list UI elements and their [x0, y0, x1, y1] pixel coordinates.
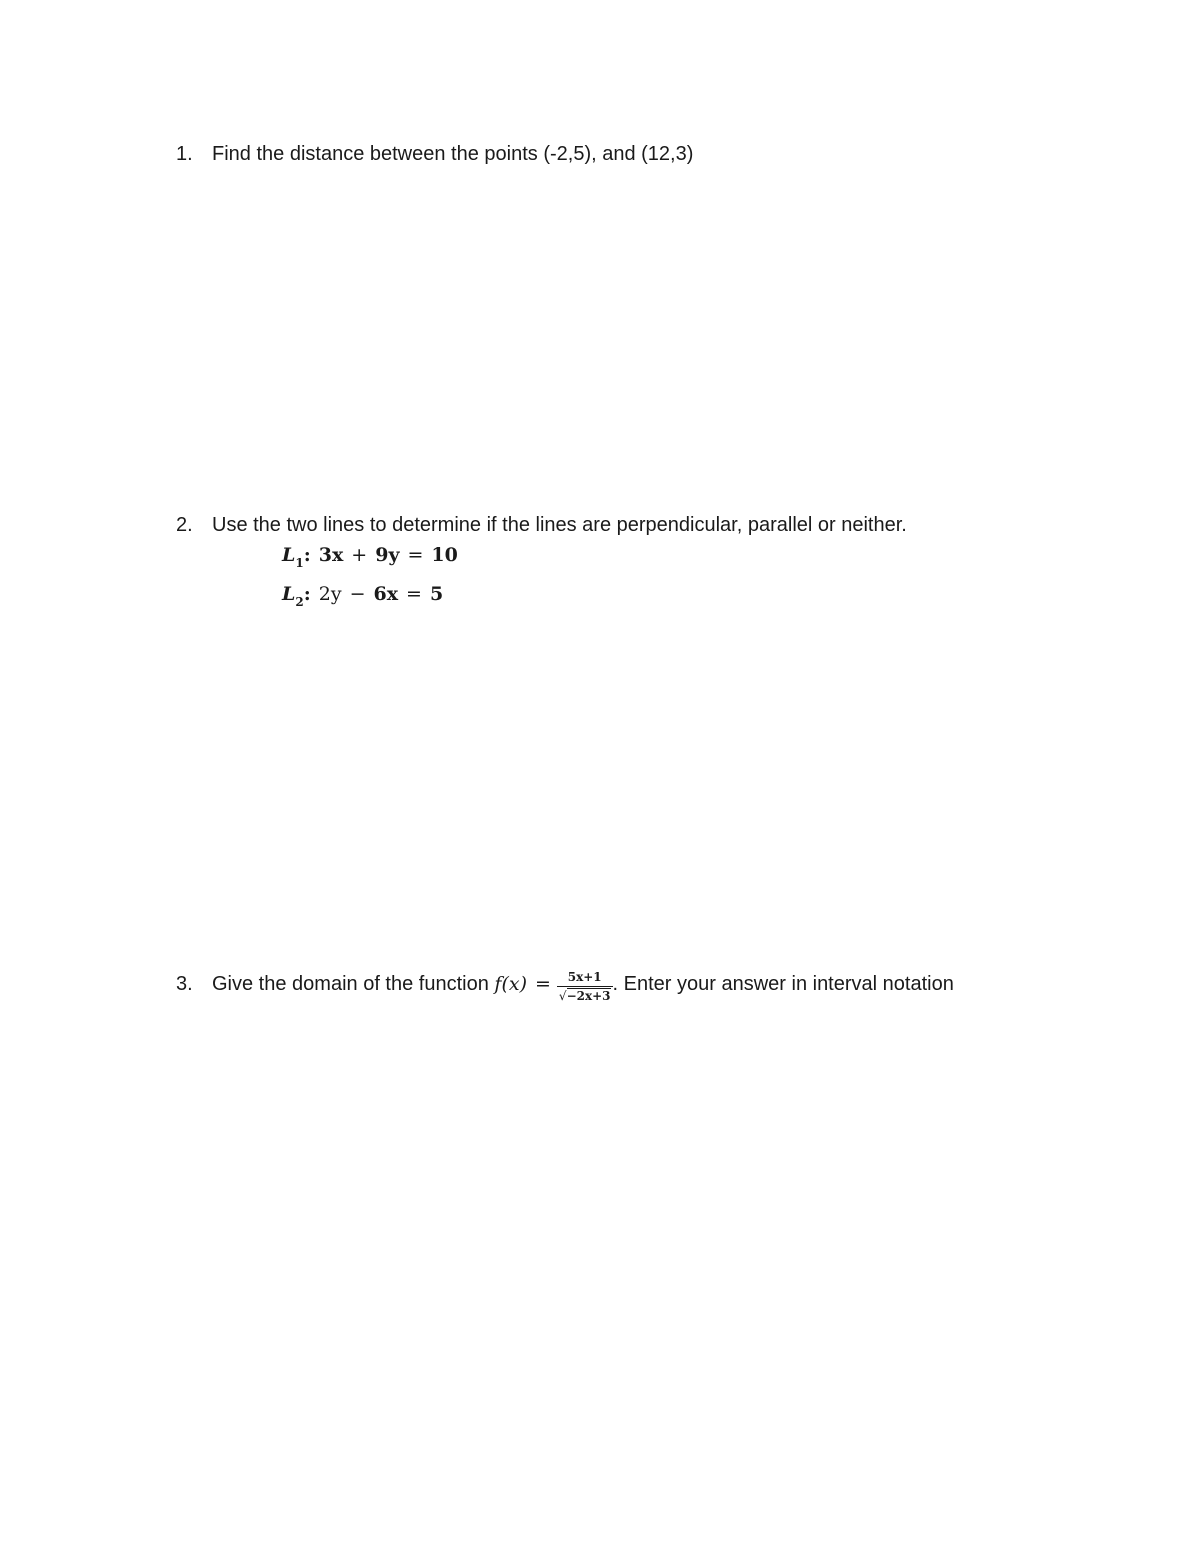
question-text: Use the two lines to determine if the lines are perpendicular, parallel or neither.	[212, 514, 907, 536]
question-text: Find the distance between the points (-2,5), and (12,3)	[212, 143, 694, 165]
equation-rhs: 5	[429, 583, 444, 605]
line-subscript: 2	[295, 595, 304, 609]
radical-sign: √	[558, 989, 567, 1003]
equation-term: 3x	[318, 544, 344, 566]
question-2	[176, 513, 907, 537]
line-name: L	[282, 544, 296, 566]
function-name: f(x)	[494, 972, 527, 995]
radicand: −2x+3	[566, 989, 611, 1003]
function-fraction	[557, 970, 613, 1003]
equation-rhs: 10	[431, 544, 458, 566]
question-text-before: Give the domain of the function	[212, 972, 489, 995]
equation-term: 9y	[375, 544, 400, 566]
fraction-denominator	[557, 987, 613, 1003]
equation-operator: −	[349, 583, 366, 605]
question-1	[176, 142, 693, 166]
equation-term: 2y	[318, 583, 342, 605]
equation-operator: +	[351, 544, 368, 566]
line-name: L	[282, 583, 296, 605]
line-equation-2: $L_2$: 2y − 6x = 5	[282, 583, 444, 609]
line-equation-1: $L_1$: 3x + 9y = 10	[282, 544, 458, 570]
question-text-after: . Enter your answer in interval notation	[612, 972, 954, 995]
question-number: 3.	[176, 972, 193, 995]
equation-equals: =	[406, 583, 422, 605]
equation-equals: =	[407, 544, 424, 566]
question-number: 1.	[176, 143, 193, 165]
question-number: 2.	[176, 514, 193, 536]
equation-term: 6x	[373, 583, 399, 605]
line-subscript: 1	[295, 556, 304, 570]
question-3	[176, 968, 954, 1001]
function-equals: =	[534, 972, 551, 995]
fraction-numerator: 5x+1	[557, 970, 613, 987]
